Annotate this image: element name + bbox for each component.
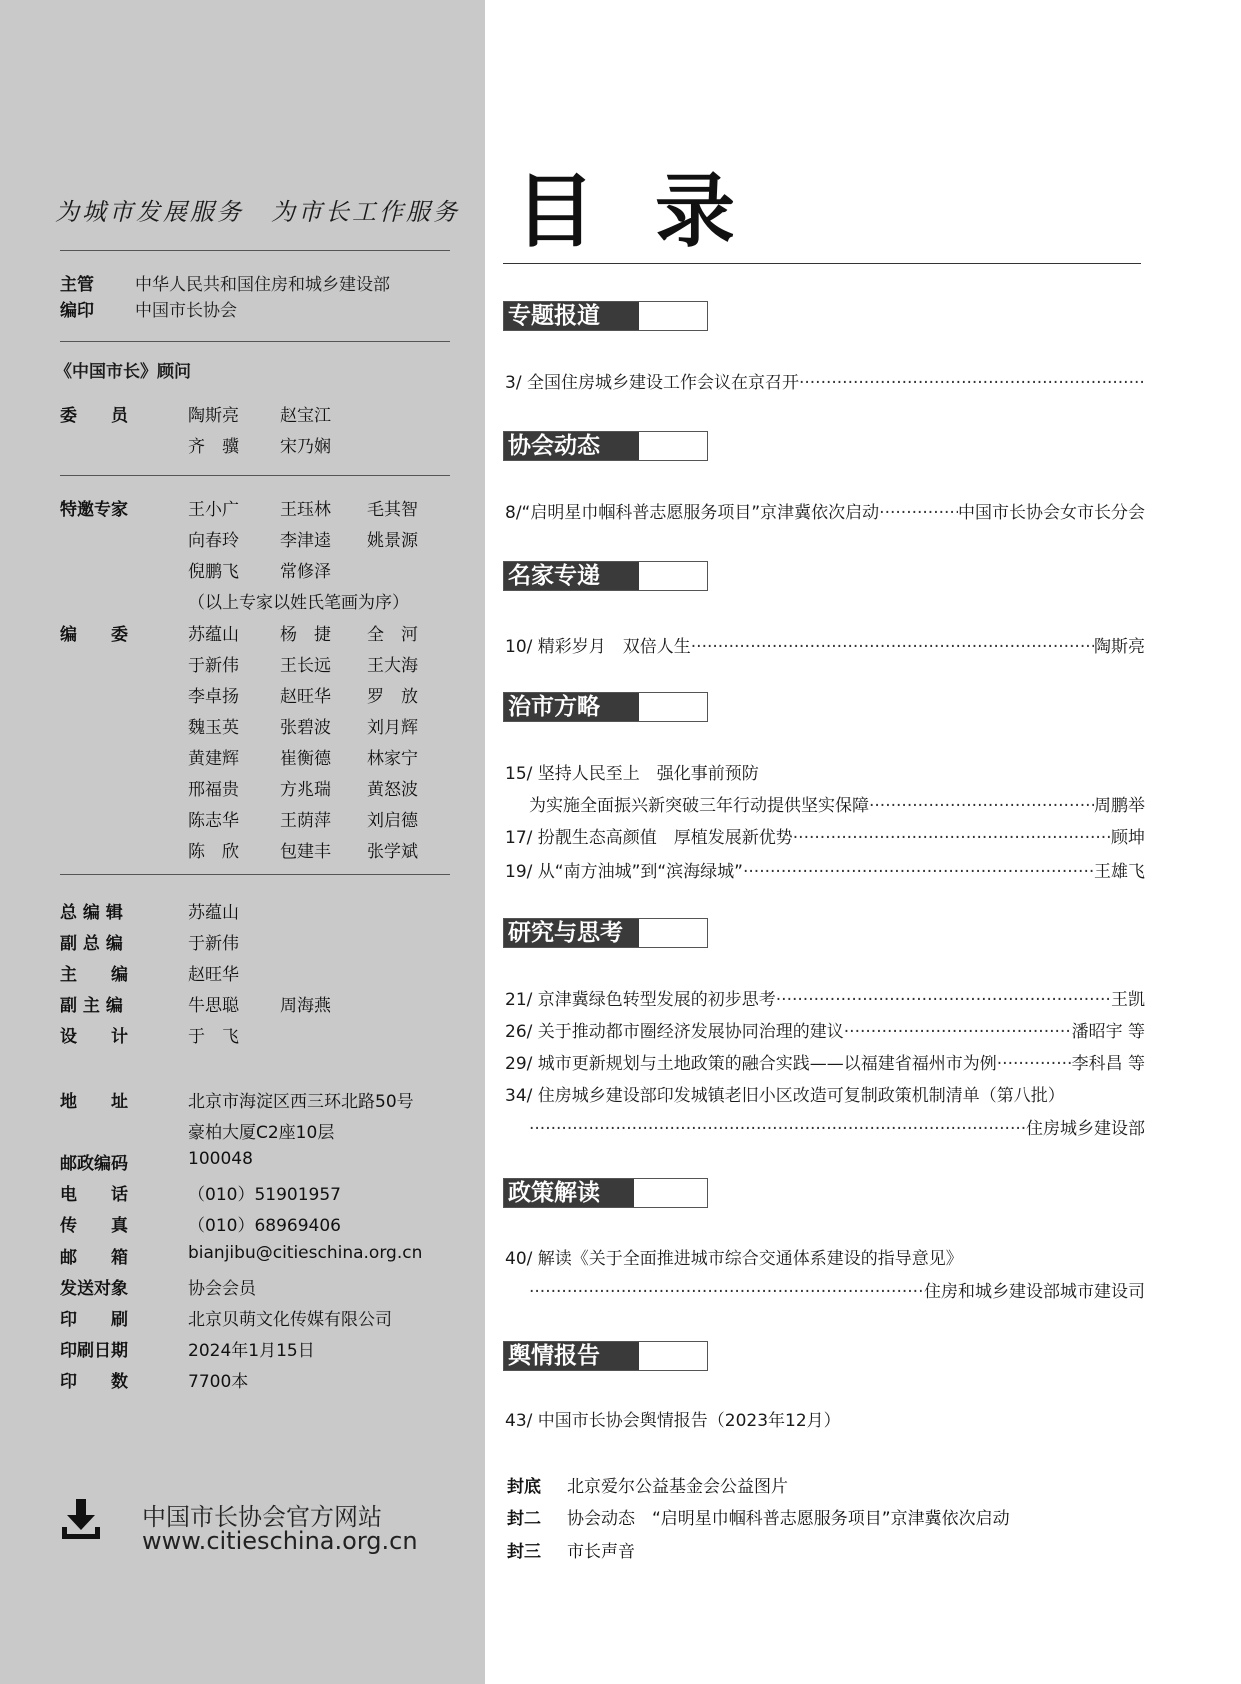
editors-label: 编 委 <box>60 625 128 645</box>
table-of-contents <box>485 0 1241 1684</box>
editor-name: 全 河 <box>367 625 418 645</box>
section-header <box>503 431 708 461</box>
toc-entry[interactable] <box>505 823 1145 848</box>
entry-title: 29/ 城市更新规划与土地政策的融合实践——以福建省福州市为例 <box>505 1054 997 1074</box>
expert-name: 常修泽 <box>280 562 331 582</box>
entry-author: 潘昭宇 等 <box>1071 1022 1145 1042</box>
editor-name: 崔衡德 <box>280 749 331 769</box>
editor-name: 杨 捷 <box>280 625 331 645</box>
entry-title: 34/ 住房城乡建设部印发城镇老旧小区改造可复制政策机制清单（第八批） <box>505 1086 1065 1106</box>
entry-title: 17/ 扮靓生态高颜值 厚植发展新优势 <box>505 828 793 848</box>
cover-note <box>507 1472 788 1497</box>
info-value: bianjibu@citieschina.org.cn <box>188 1243 423 1263</box>
staff-label: 设 计 <box>60 1027 128 1047</box>
editor-name: 刘启德 <box>367 811 418 831</box>
section-title: 协会动态 <box>504 432 639 460</box>
publisher-label: 编印 <box>60 301 94 321</box>
leader-dots <box>529 1277 924 1302</box>
info-value: 北京贝萌文化传媒有限公司 <box>188 1310 392 1330</box>
toc-entry[interactable] <box>505 1049 1145 1074</box>
committee-member: 陶斯亮 <box>188 406 239 426</box>
leader-dots <box>869 791 1094 816</box>
toc-entry[interactable] <box>505 1406 1145 1431</box>
staff-name: 苏蕴山 <box>188 903 239 923</box>
info-label: 电 话 <box>60 1185 128 1205</box>
toc-entry[interactable] <box>505 1017 1145 1042</box>
divider <box>60 341 450 342</box>
entry-title: 19/ 从“南方油城”到“滨海绿城” <box>505 862 743 882</box>
committee-member: 宋乃娴 <box>280 437 331 457</box>
expert-name: 倪鹏飞 <box>188 562 239 582</box>
editor-name: 林家宁 <box>367 749 418 769</box>
editor-name: 陈志华 <box>188 811 239 831</box>
info-value: 协会会员 <box>188 1279 256 1299</box>
info-value: 豪柏大厦C2座10层 <box>188 1123 335 1143</box>
download-icon <box>60 1497 102 1541</box>
entry-author: 顾坤 <box>1111 828 1145 848</box>
entry-author: 李科昌 等 <box>1071 1054 1145 1074</box>
entry-title: 15/ 坚持人民至上 强化事前预防 <box>505 764 759 784</box>
website-title: 中国市长协会官方网站 <box>142 1503 382 1531</box>
info-label: 印刷日期 <box>60 1341 128 1361</box>
leader-dots <box>743 857 1094 882</box>
entry-author: 王凯 <box>1111 990 1145 1010</box>
section-title: 政策解读 <box>504 1179 634 1207</box>
info-value: 北京市海淀区西三环北路50号 <box>188 1092 414 1112</box>
staff-label: 总 编 辑 <box>60 903 123 923</box>
expert-name: 向春玲 <box>188 531 239 551</box>
masthead-panel <box>0 0 485 1684</box>
entry-author: 陶斯亮 <box>1094 637 1145 657</box>
info-label: 印 刷 <box>60 1310 128 1330</box>
cover-label: 封二 <box>507 1509 541 1529</box>
toc-entry[interactable] <box>529 791 1145 816</box>
staff-name: 于新伟 <box>188 934 239 954</box>
cover-label: 封底 <box>507 1477 541 1497</box>
leader-dots <box>529 1114 1026 1139</box>
info-label: 邮 箱 <box>60 1248 128 1268</box>
divider <box>60 475 450 476</box>
entry-author: 住房城乡建设部 <box>1026 1119 1145 1139</box>
cover-label: 封三 <box>507 1542 541 1562</box>
divider <box>503 263 1141 264</box>
slogan: 为城市发展服务 为市长工作服务 <box>55 198 460 226</box>
editor-name: 黄怒波 <box>367 780 418 800</box>
organizer-value: 中华人民共和国住房和城乡建设部 <box>135 275 390 295</box>
entry-author: 王雄飞 <box>1094 862 1145 882</box>
editor-name: 方兆瑞 <box>280 780 331 800</box>
entry-title: 为实施全面振兴新突破三年行动提供坚实保障 <box>529 796 869 816</box>
website-url-link[interactable]: www.citieschina.org.cn <box>142 1527 418 1555</box>
info-label: 邮政编码 <box>60 1154 128 1174</box>
publisher-value: 中国市长协会 <box>135 301 237 321</box>
editor-name: 陈 欣 <box>188 842 239 862</box>
entry-title: 26/ 关于推动都市圈经济发展协同治理的建议 <box>505 1022 844 1042</box>
section-title: 舆情报告 <box>504 1342 639 1370</box>
entry-author: 周鹏举 <box>1094 796 1145 816</box>
entry-title: 43/ 中国市长协会舆情报告（2023年12月） <box>505 1411 841 1431</box>
editor-name: 赵旺华 <box>280 687 331 707</box>
info-value: 2024年1月15日 <box>188 1341 315 1361</box>
committee-member: 齐 骥 <box>188 437 239 457</box>
staff-label: 副 总 编 <box>60 934 123 954</box>
staff-label: 主 编 <box>60 965 128 985</box>
toc-entry[interactable] <box>505 985 1145 1010</box>
expert-name: 毛其智 <box>367 500 418 520</box>
committee-label: 委 员 <box>60 406 128 426</box>
committee-member: 赵宝江 <box>280 406 331 426</box>
section-header <box>503 692 708 722</box>
editor-name: 黄建辉 <box>188 749 239 769</box>
info-label: 传 真 <box>60 1216 128 1236</box>
info-label: 印 数 <box>60 1372 128 1392</box>
section-title: 研究与思考 <box>504 919 639 947</box>
toc-entry[interactable] <box>505 632 1145 657</box>
divider <box>60 874 450 875</box>
experts-note: （以上专家以姓氏笔画为序） <box>188 593 409 613</box>
toc-title: 目录 <box>515 165 795 258</box>
staff-name: 牛思聪 <box>188 996 239 1016</box>
editor-name: 张学斌 <box>367 842 418 862</box>
entry-title: 40/ 解读《关于全面推进城市综合交通体系建设的指导意见》 <box>505 1249 963 1269</box>
cover-note <box>507 1537 635 1562</box>
expert-name: 王小广 <box>188 500 239 520</box>
organizer-label: 主管 <box>60 275 94 295</box>
staff-name: 于 飞 <box>188 1027 239 1047</box>
section-header <box>503 1178 708 1208</box>
editor-name: 包建丰 <box>280 842 331 862</box>
leader-dots <box>799 368 1145 393</box>
editor-name: 罗 放 <box>367 687 418 707</box>
info-value: （010）51901957 <box>188 1185 341 1205</box>
leader-dots <box>776 985 1111 1010</box>
expert-name: 王珏林 <box>280 500 331 520</box>
leader-dots <box>844 1017 1072 1042</box>
entry-title: 8/“启明星巾帼科普志愿服务项目”京津冀依次启动 <box>505 503 880 523</box>
leader-dots <box>879 498 958 523</box>
leader-dots <box>997 1049 1072 1074</box>
staff-name: 赵旺华 <box>188 965 239 985</box>
editor-name: 于新伟 <box>188 656 239 676</box>
toc-entry[interactable] <box>505 1081 1145 1106</box>
divider <box>60 250 450 251</box>
experts-label: 特邀专家 <box>60 500 128 520</box>
editor-name: 苏蕴山 <box>188 625 239 645</box>
cover-value: 市长声音 <box>567 1542 635 1562</box>
leader-dots <box>793 823 1111 848</box>
section-title: 专题报道 <box>504 302 639 330</box>
leader-dots <box>691 632 1094 657</box>
entry-title: 10/ 精彩岁月 双倍人生 <box>505 637 691 657</box>
info-value: 100048 <box>188 1149 253 1169</box>
section-header <box>503 918 708 948</box>
entry-title: 3/ 全国住房城乡建设工作会议在京召开 <box>505 373 799 393</box>
entry-author: 中国市长协会女市长分会 <box>958 503 1145 523</box>
toc-entry[interactable] <box>529 1277 1145 1302</box>
info-label: 地 址 <box>60 1092 128 1112</box>
editor-name: 刘月辉 <box>367 718 418 738</box>
info-value: （010）68969406 <box>188 1216 341 1236</box>
editor-name: 王长远 <box>280 656 331 676</box>
toc-entry[interactable] <box>505 759 1145 784</box>
entry-author: 住房和城乡建设部城市建设司 <box>924 1282 1145 1302</box>
section-header <box>503 1341 708 1371</box>
editor-name: 王大海 <box>367 656 418 676</box>
staff-label: 副 主 编 <box>60 996 123 1016</box>
section-title: 治市方略 <box>504 693 639 721</box>
cover-value: 协会动态 “启明星巾帼科普志愿服务项目”京津冀依次启动 <box>567 1509 1010 1529</box>
toc-entry[interactable] <box>505 498 1145 523</box>
editor-name: 邢福贵 <box>188 780 239 800</box>
staff-name: 周海燕 <box>280 996 331 1016</box>
section-header <box>503 301 708 331</box>
section-title: 名家专递 <box>504 562 639 590</box>
expert-name: 姚景源 <box>367 531 418 551</box>
expert-name: 李津逵 <box>280 531 331 551</box>
editor-name: 李卓扬 <box>188 687 239 707</box>
toc-entry[interactable] <box>505 368 1145 393</box>
editor-name: 魏玉英 <box>188 718 239 738</box>
editor-name: 张碧波 <box>280 718 331 738</box>
cover-note <box>507 1504 1010 1529</box>
toc-entry[interactable] <box>505 857 1145 882</box>
toc-entry[interactable] <box>529 1114 1145 1139</box>
info-value: 7700本 <box>188 1372 249 1392</box>
toc-entry[interactable] <box>505 1244 1145 1269</box>
editor-name: 王荫萍 <box>280 811 331 831</box>
section-header <box>503 561 708 591</box>
advisors-heading: 《中国市长》顾问 <box>55 362 191 382</box>
entry-title: 21/ 京津冀绿色转型发展的初步思考 <box>505 990 776 1010</box>
info-label: 发送对象 <box>60 1279 128 1299</box>
cover-value: 北京爱尔公益基金会公益图片 <box>567 1477 788 1497</box>
